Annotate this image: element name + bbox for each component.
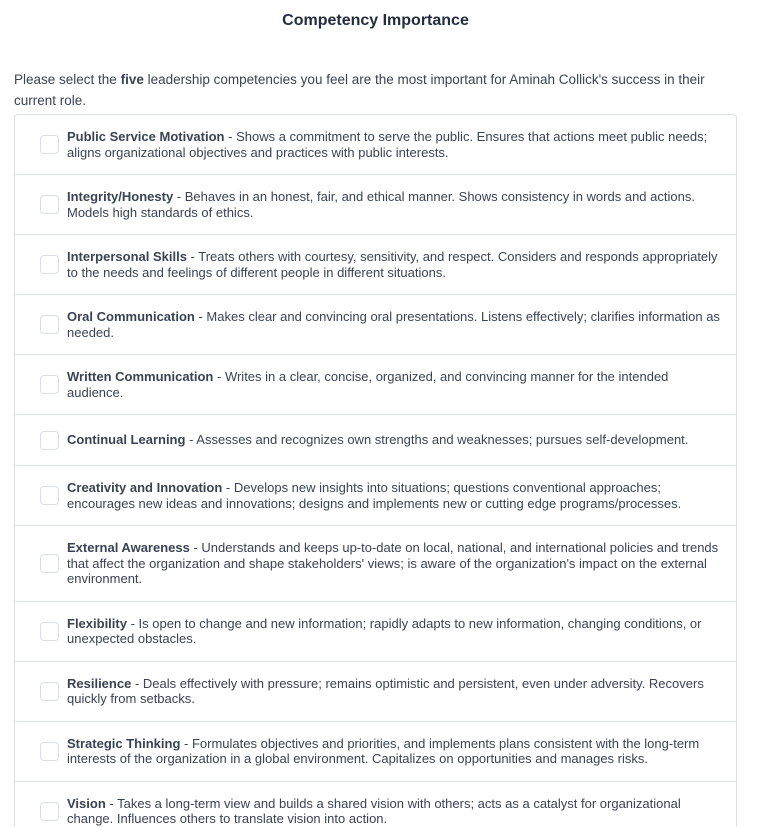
competency-option[interactable] xyxy=(14,721,737,782)
competency-option[interactable] xyxy=(14,661,737,722)
competency-option[interactable] xyxy=(14,414,737,466)
competency-name: Interpersonal Skills xyxy=(67,249,187,264)
competency-text xyxy=(67,616,722,647)
competency-description: Assesses and recognizes own strengths and weaknesses; pursues self-development. xyxy=(196,432,689,448)
competency-separator: - xyxy=(180,735,192,751)
competency-name: Oral Communication xyxy=(67,309,195,324)
competency-checkbox[interactable] xyxy=(40,431,59,450)
competency-text xyxy=(67,796,722,827)
competency-option[interactable] xyxy=(14,781,737,827)
instruction xyxy=(14,69,737,111)
competency-name: Continual Learning xyxy=(67,432,186,448)
competency-text xyxy=(67,189,722,220)
competency-text xyxy=(67,736,722,767)
competency-option[interactable] xyxy=(14,114,737,175)
competency-checkbox[interactable] xyxy=(40,622,59,641)
competency-separator: - xyxy=(194,309,207,324)
competency-name: External Awareness xyxy=(67,540,190,555)
competency-checkbox[interactable] xyxy=(40,554,59,573)
competency-name: Resilience xyxy=(67,675,132,691)
competency-description: Takes a long-term view and builds a shared vision with others; acts as a catalyst for organizational change. Influences others to translate vision into action. xyxy=(67,795,681,826)
competency-name: Public Service Motivation xyxy=(67,129,225,144)
competency-option[interactable] xyxy=(14,601,737,662)
competency-text xyxy=(67,676,722,707)
competency-name: Flexibility xyxy=(67,615,127,631)
competency-checkbox[interactable] xyxy=(40,255,59,274)
competency-separator: - xyxy=(186,249,199,264)
page-title: Competency Importance xyxy=(282,12,469,29)
competency-text xyxy=(67,540,722,587)
competency-name: Written Communication xyxy=(67,369,214,384)
competency-description: Shows a commitment to serve the public. Ensures that actions meet public needs; aligns organizational objectives and practices with public interests. xyxy=(67,129,708,160)
competency-checkbox[interactable] xyxy=(40,682,59,701)
competency-description: Treats others with courtesy, sensitivity, and respect. Considers and responds appropriately to the needs and feelings of different people in different situations. xyxy=(67,249,718,280)
competency-separator: - xyxy=(131,675,143,691)
competency-option[interactable] xyxy=(14,174,737,235)
competency-text xyxy=(67,480,722,511)
competency-description: Develops new insights into situations; questions conventional approaches; encourages new ideas and innovations; designs and implements new or cutting edge programs/processes. xyxy=(67,480,682,511)
competency-separator: - xyxy=(222,480,234,495)
competency-checkbox[interactable] xyxy=(40,135,59,154)
competency-checkbox[interactable] xyxy=(40,486,59,505)
competency-text xyxy=(67,129,722,160)
instruction-before: Please select the xyxy=(14,72,121,87)
competency-description: Is open to change and new information; rapidly adapts to new information, changing conditions, or unexpected obstacles. xyxy=(67,615,702,646)
competency-separator: - xyxy=(189,540,202,555)
competency-checkbox[interactable] xyxy=(40,802,59,821)
competency-description: Understands and keeps up-to-date on local, national, and international policies and trends that affect the organization and shape stakeholders' views; is aware of the organization's impact on the external environment. xyxy=(67,540,719,586)
competency-text xyxy=(67,309,722,340)
competency-text xyxy=(67,249,722,280)
competency-checkbox[interactable] xyxy=(40,315,59,334)
competency-separator: - xyxy=(105,795,118,811)
competency-description: Formulates objectives and priorities, and implements plans consistent with the long-term interests of the organization in a global environment. Capitalizes on opportunities and manages risks. xyxy=(67,735,700,766)
competency-option[interactable] xyxy=(14,354,737,415)
competency-description: Makes clear and convincing oral presentations. Listens effectively; clarifies information as needed. xyxy=(67,309,720,340)
instruction-after: leadership competencies you feel are the most important for Aminah Collick's success in their current role. xyxy=(14,72,705,108)
competency-checkbox[interactable] xyxy=(40,375,59,394)
competency-text xyxy=(67,432,722,448)
competency-text xyxy=(67,369,722,400)
competency-separator: - xyxy=(173,189,185,204)
competency-separator: - xyxy=(126,615,139,631)
competency-option[interactable] xyxy=(14,525,737,602)
competency-name: Vision xyxy=(67,795,106,811)
competency-separator: - xyxy=(224,129,237,144)
competency-description: Writes in a clear, concise, organized, and convincing manner for the intended audience. xyxy=(67,369,669,400)
competency-checkbox[interactable] xyxy=(40,195,59,214)
competency-description: Behaves in an honest, fair, and ethical manner. Shows consistency in words and actions. Models high standards of ethics. xyxy=(67,189,695,220)
competency-checkbox[interactable] xyxy=(40,742,59,761)
competency-option[interactable] xyxy=(14,294,737,355)
competency-name: Integrity/Honesty xyxy=(67,189,174,204)
competency-separator: - xyxy=(185,432,197,448)
competency-separator: - xyxy=(213,369,225,384)
competency-name: Strategic Thinking xyxy=(67,735,181,751)
competency-description: Deals effectively with pressure; remains optimistic and persistent, even under adversity. Recovers quickly from setbacks. xyxy=(67,675,704,706)
competency-option[interactable] xyxy=(14,465,737,526)
competency-option[interactable] xyxy=(14,234,737,295)
competency-name: Creativity and Innovation xyxy=(67,480,223,495)
competency-list xyxy=(14,114,737,827)
instruction-bold: five xyxy=(120,72,144,87)
